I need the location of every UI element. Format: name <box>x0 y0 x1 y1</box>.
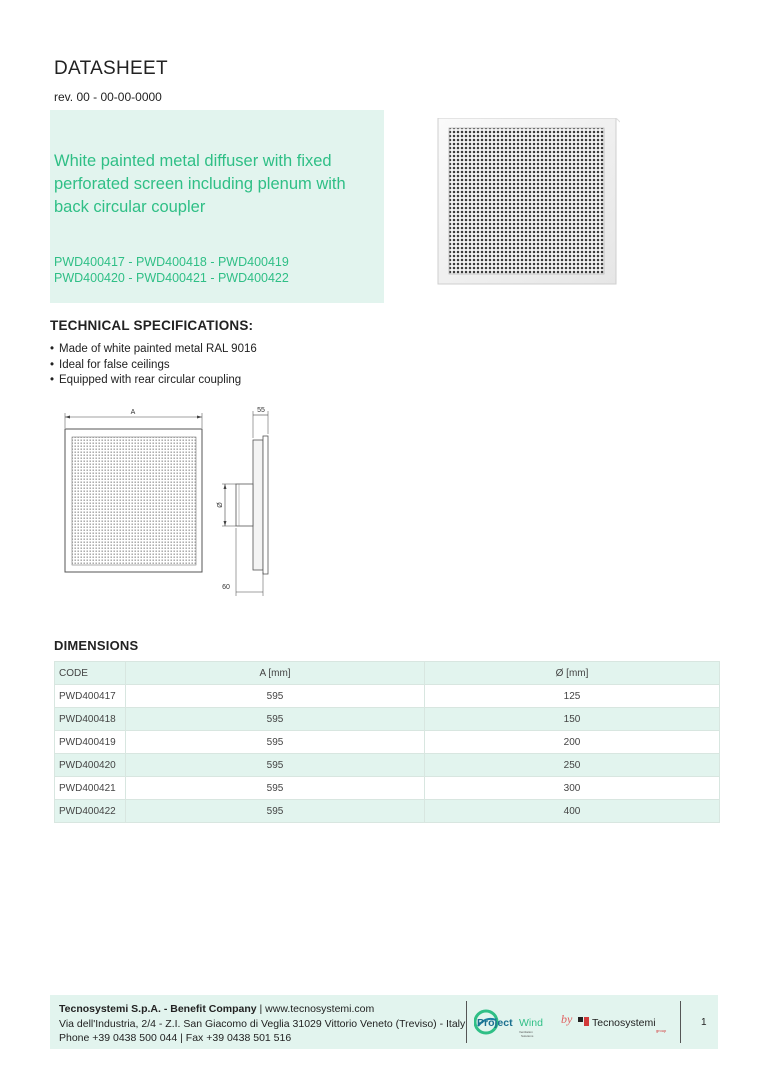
logo-project-text: Project <box>477 1017 513 1029</box>
logo-tagline-1: Ventilation <box>519 1030 533 1034</box>
description-line: back circular coupler <box>54 198 206 216</box>
codes-line: PWD400420 - PWD400421 - PWD400422 <box>54 271 289 285</box>
logo-tecno-sub: group <box>656 1028 667 1033</box>
technical-drawing <box>56 400 286 600</box>
cell-code: PWD400421 <box>55 777 126 800</box>
footer-divider <box>680 1001 681 1043</box>
bullet-icon: • <box>50 358 55 371</box>
side-view-coupler <box>236 484 253 526</box>
cell-code: PWD400417 <box>55 685 126 708</box>
column-header-a: A [mm] <box>126 662 425 685</box>
cell-code: PWD400418 <box>55 708 126 731</box>
logo-tecno-text: Tecnosystemi <box>592 1017 656 1029</box>
column-header-code: CODE <box>55 662 126 685</box>
cell-diameter: 125 <box>425 685 720 708</box>
side-view-plenum <box>253 440 263 570</box>
company-website[interactable]: | www.tecnosystemi.com <box>256 1003 375 1015</box>
cell-diameter: 200 <box>425 731 720 754</box>
side-view-flange <box>263 436 268 574</box>
logo-by-text: by <box>561 1012 573 1026</box>
cell-diameter: 300 <box>425 777 720 800</box>
cell-diameter: 150 <box>425 708 720 731</box>
product-description <box>54 150 374 219</box>
spec-text: Equipped with rear circular coupling <box>59 374 242 386</box>
footer-address: Via dell'Industria, 2/4 - Z.I. San Giacomo di Veglia 31029 Vittorio Veneto (Treviso) - Italy <box>59 1018 466 1030</box>
description-line: White painted metal diffuser with fixed <box>54 152 332 170</box>
specifications-heading: TECHNICAL SPECIFICATIONS: <box>50 318 254 333</box>
specifications-list <box>50 342 257 389</box>
page-footer <box>50 995 718 1049</box>
project-wind-logo <box>474 1002 558 1042</box>
tecnosystemi-logo <box>577 1012 672 1036</box>
bullet-icon: • <box>50 343 55 355</box>
cell-a: 595 <box>126 731 425 754</box>
table-row <box>55 754 720 777</box>
front-view-screen <box>72 437 196 565</box>
page-number: 1 <box>701 1017 707 1028</box>
dimension-depth-label: 55 <box>257 407 265 414</box>
dimension-coupler-label: 60 <box>222 584 230 591</box>
table-row <box>55 731 720 754</box>
dimensions-heading: DIMENSIONS <box>54 638 139 653</box>
description-line: perforated screen including plenum with <box>54 175 346 193</box>
footer-company-line <box>59 1003 374 1015</box>
column-header-diameter: Ø [mm] <box>425 662 720 685</box>
page-title: DATASHEET <box>54 58 168 79</box>
spec-text: Made of white painted metal RAL 9016 <box>59 343 257 355</box>
cell-diameter: 250 <box>425 754 720 777</box>
dimensions-table <box>54 661 720 823</box>
list-item <box>50 358 257 374</box>
list-item <box>50 373 257 389</box>
cell-code: PWD400422 <box>55 800 126 823</box>
company-name: Tecnosystemi S.p.A. - Benefit Company <box>59 1003 257 1015</box>
footer-phone: Phone +39 0438 500 044 | Fax +39 0438 501 516 <box>59 1032 292 1044</box>
table-row <box>55 685 720 708</box>
bullet-icon: • <box>50 374 55 386</box>
product-photo <box>436 118 620 286</box>
cell-code: PWD400419 <box>55 731 126 754</box>
table-row <box>55 800 720 823</box>
cell-a: 595 <box>126 708 425 731</box>
dimension-a-label: A <box>130 409 136 416</box>
cell-a: 595 <box>126 754 425 777</box>
cell-a: 595 <box>126 777 425 800</box>
product-codes <box>54 254 374 286</box>
table-header-row <box>55 662 720 685</box>
dimension-diameter-label: Ø <box>217 502 224 508</box>
cell-code: PWD400420 <box>55 754 126 777</box>
logo-tagline-2: Solutions <box>521 1034 534 1038</box>
table-row <box>55 777 720 800</box>
logo-wind-text: Wind <box>519 1017 543 1029</box>
cell-a: 595 <box>126 685 425 708</box>
revision-label: rev. 00 - 00-00-0000 <box>54 90 162 104</box>
cell-a: 595 <box>126 800 425 823</box>
table-row <box>55 708 720 731</box>
cell-diameter: 400 <box>425 800 720 823</box>
footer-divider <box>466 1001 467 1043</box>
intro-panel <box>50 110 384 303</box>
spec-text: Ideal for false ceilings <box>59 358 170 371</box>
codes-line: PWD400417 - PWD400418 - PWD400419 <box>54 255 289 269</box>
list-item <box>50 342 257 358</box>
